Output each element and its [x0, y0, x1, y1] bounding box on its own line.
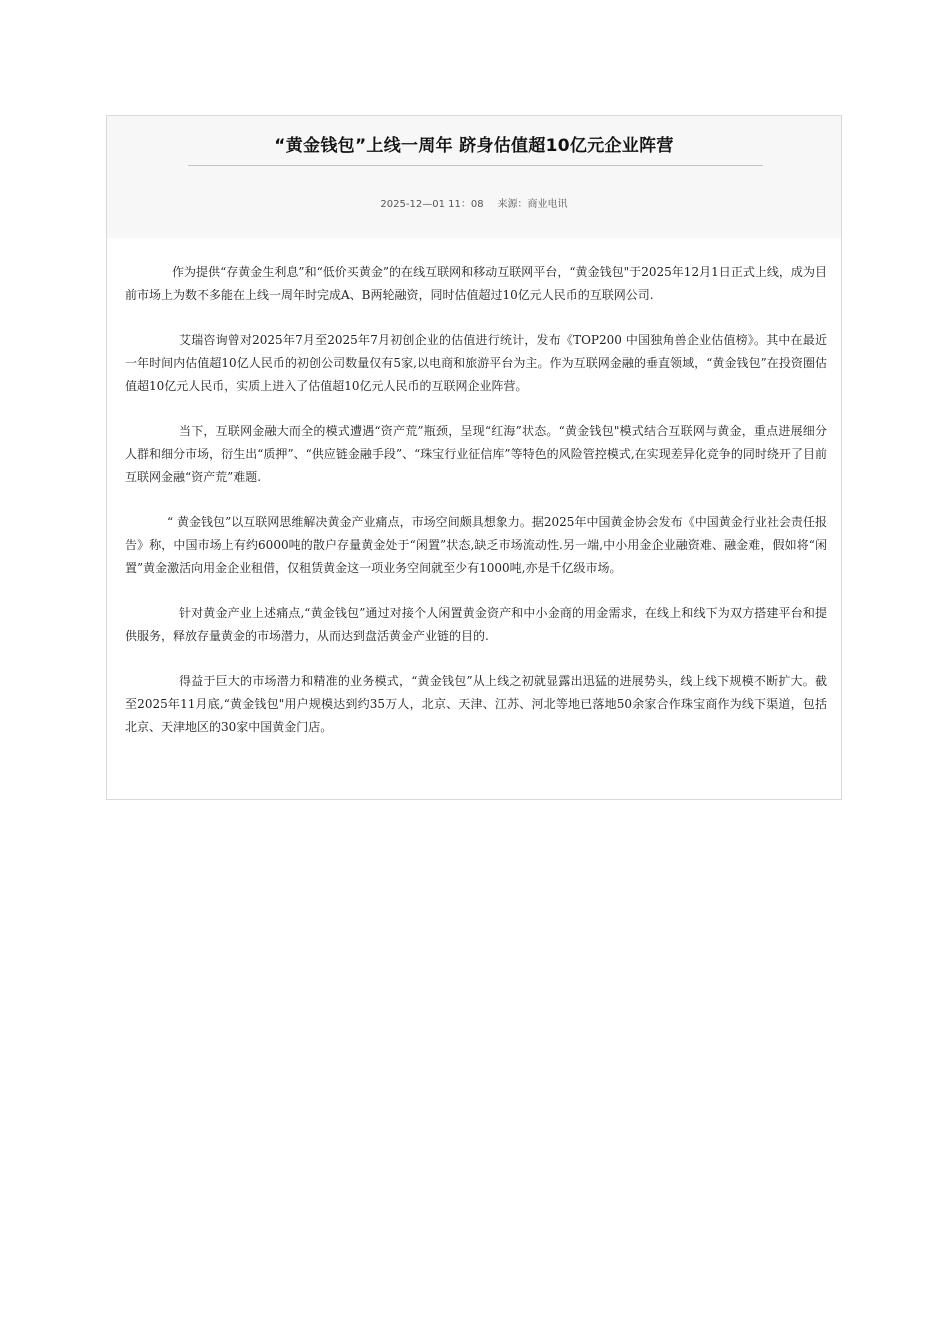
article-paragraph: 针对黄金产业上述痛点,“黄金钱包”通过对接个人闲置黄金资产和中小金商的用金需求，在线上和线下为双方搭建平台和提供服务，释放存量黄金的市场潜力，从而达到盘活黄金产业链的目的. — [125, 606, 827, 643]
article-body — [125, 261, 827, 761]
article-header — [107, 116, 841, 238]
article-title: “黄金钱包”上线一周年 跻身估值超10亿元企业阵营 — [274, 136, 674, 156]
article-paragraph: 得益于巨大的市场潜力和精准的业务模式，“黄金钱包”从上线之初就显露出迅猛的进展势头，线上线下规模不断扩大。截至2025年11月底,“黄金钱包"用户规模达到约35万人，北京、天津、江苏、河北等地已落地50余家合作珠宝商作为线下渠道，包括北京、天津地区的30家中国黄金门店。 — [125, 674, 827, 734]
article-paragraph: 艾瑞咨询曾对2025年7月至2025年7月初创企业的估值进行统计，发布《TOP200 中国独角兽企业估值榜》。其中在最近一年时间内估值超10亿人民币的初创公司数量仅有5家,以电商和旅游平台为主。作为互联网金融的垂直领域，“黄金钱包”在投资圈估值超10亿元人民币，实质上进入了估值超10亿元人民币的互联网企业阵营。 — [125, 333, 827, 393]
article-paragraph: 作为提供“存黄金生利息”和“低价买黄金”的在线互联网和移动互联网平台，“黄金钱包"于2025年12月1日正式上线，成为目前市场上为数不多能在上线一周年时完成A、B两轮融资，同时估值超过10亿元人民币的互联网公司. — [125, 265, 827, 302]
article-source: 来源：商业电讯 — [497, 199, 568, 210]
article-paragraph: 当下，互联网金融大而全的模式遭遇“资产荒”瓶颈，呈现“红海”状态。“黄金钱包"模式结合互联网与黄金，重点进展细分人群和细分市场，衍生出“质押”、“供应链金融手段”、“珠宝行业征信库”等特色的风险管控模式,在实现差异化竞争的同时绕开了目前互联网金融“资产荒”难题. — [125, 424, 827, 484]
article-container — [106, 115, 842, 800]
article-paragraph: “ 黄金钱包”以互联网思维解决黄金产业痛点，市场空间颇具想象力。据2025年中国黄金协会发布《中国黄金行业社会责任报告》称，中国市场上有约6000吨的散户存量黄金处于“闲置”状态,缺乏市场流动性.另一端,中小用金企业融资难、融金难，假如将“闲置”黄金激活向用金企业租借，仅租赁黄金这一项业务空间就至少有1000吨,亦是千亿级市场。 — [125, 515, 827, 575]
publish-date: 2025-12—01 11：08 — [380, 199, 484, 210]
article-meta — [107, 198, 841, 212]
title-divider — [188, 165, 763, 166]
